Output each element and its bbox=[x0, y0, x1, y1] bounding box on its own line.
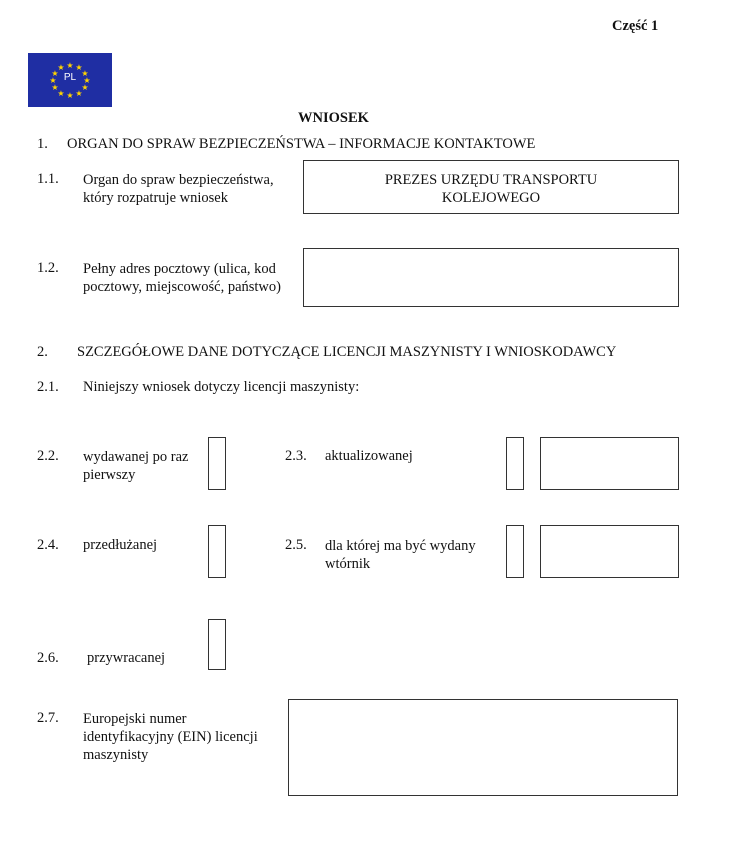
item-2-7-label-line1: Europejski numer bbox=[83, 711, 187, 727]
item-2-2-label-line2: pierwszy bbox=[83, 467, 136, 483]
item-1-2-label bbox=[83, 260, 297, 296]
item-2-5-label-line1: dla której ma być wydany bbox=[325, 538, 476, 554]
item-2-6-label: przywracanej bbox=[87, 650, 166, 666]
item-2-7-label-line3: maszynisty bbox=[83, 747, 149, 763]
item-2-5-label bbox=[325, 537, 499, 573]
item-1-1-number: 1.1. bbox=[37, 171, 59, 187]
updated-checkbox[interactable] bbox=[506, 437, 524, 490]
item-2-5-label-line2: wtórnik bbox=[325, 556, 371, 572]
duplicate-details-field[interactable] bbox=[540, 525, 679, 578]
item-2-4-number: 2.4. bbox=[37, 537, 59, 553]
item-2-3-number: 2.3. bbox=[285, 448, 307, 464]
item-2-2-number: 2.2. bbox=[37, 448, 59, 464]
item-2-7-number: 2.7. bbox=[37, 710, 59, 726]
flag-country-code: PL bbox=[63, 72, 77, 83]
item-2-7-label bbox=[83, 710, 283, 764]
item-1-2-number: 1.2. bbox=[37, 260, 59, 276]
eu-flag-icon: ★ ★ ★ ★ ★ ★ ★ ★ ★ ★ ★ ★ PL bbox=[28, 53, 112, 107]
restored-checkbox[interactable] bbox=[208, 619, 226, 670]
part-label: Część 1 bbox=[612, 18, 659, 34]
first-issue-checkbox[interactable] bbox=[208, 437, 226, 490]
item-2-6-number: 2.6. bbox=[37, 650, 59, 666]
item-1-1-label-line2: który rozpatruje wniosek bbox=[83, 190, 228, 206]
item-2-7-label-line2: identyfikacyjny (EIN) licencji bbox=[83, 729, 258, 745]
item-2-1-number: 2.1. bbox=[37, 379, 59, 395]
item-1-2-label-line1: Pełny adres pocztowy (ulica, kod bbox=[83, 261, 276, 277]
item-1-1-label-line1: Organ do spraw bezpieczeństwa, bbox=[83, 172, 274, 188]
renewed-checkbox[interactable] bbox=[208, 525, 226, 578]
updated-details-field[interactable] bbox=[540, 437, 679, 490]
item-2-4-label: przedłużanej bbox=[83, 537, 158, 553]
item-2-1-label: Niniejszy wniosek dotyczy licencji maszynisty: bbox=[83, 379, 360, 395]
item-2-2-label bbox=[83, 448, 202, 484]
postal-address-field[interactable] bbox=[303, 248, 679, 307]
item-1-2-label-line2: pocztowy, miejscowość, państwo) bbox=[83, 279, 281, 295]
item-2-3-label: aktualizowanej bbox=[325, 448, 413, 464]
duplicate-checkbox[interactable] bbox=[506, 525, 524, 578]
safety-authority-field[interactable] bbox=[303, 160, 679, 214]
item-1-1-label bbox=[83, 171, 297, 207]
safety-authority-value-line1: PREZES URZĘDU TRANSPORTU bbox=[384, 172, 598, 188]
section-2-heading: SZCZEGÓŁOWE DANE DOTYCZĄCE LICENCJI MASZYNISTY I WNIOSKODAWCY bbox=[77, 344, 617, 360]
safety-authority-value-line2: KOLEJOWEGO bbox=[441, 190, 541, 206]
section-1-heading: ORGAN DO SPRAW BEZPIECZEŃSTWA – INFORMACJE KONTAKTOWE bbox=[67, 136, 536, 152]
section-2-number: 2. bbox=[37, 344, 48, 360]
document-title: WNIOSEK bbox=[298, 110, 369, 126]
item-2-2-label-line1: wydawanej po raz bbox=[83, 449, 189, 465]
ein-number-field[interactable] bbox=[288, 699, 678, 796]
item-2-5-number: 2.5. bbox=[285, 537, 307, 553]
section-1-number: 1. bbox=[37, 136, 48, 152]
